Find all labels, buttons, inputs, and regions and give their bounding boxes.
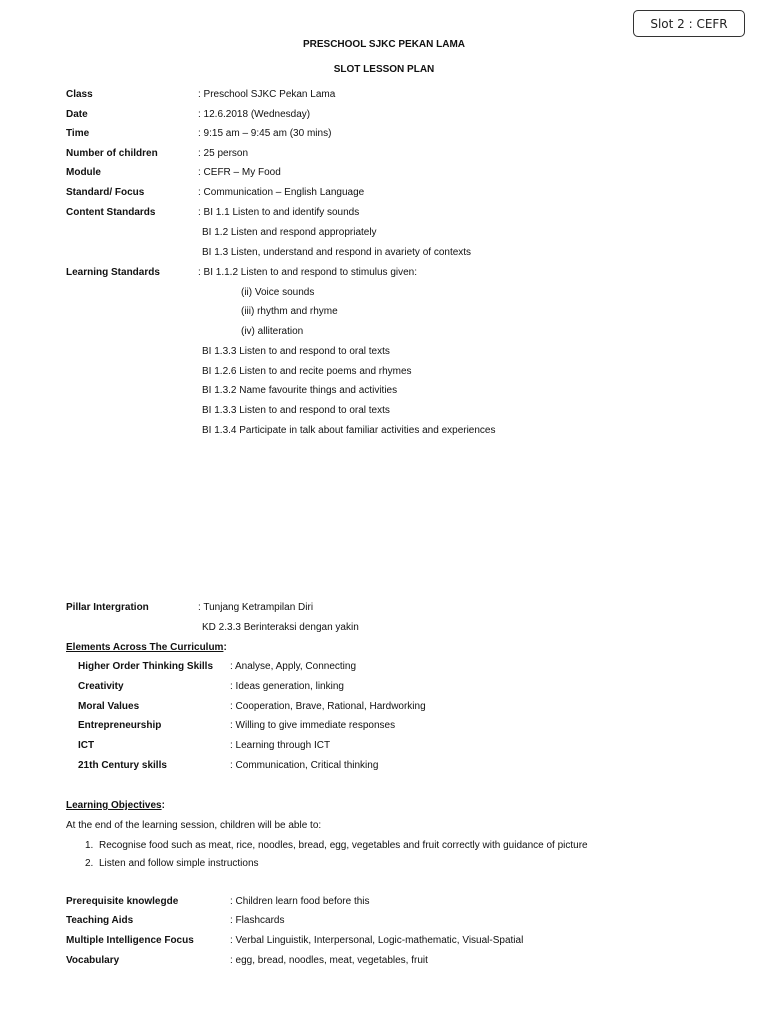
detail-label-module: Module	[66, 167, 101, 178]
detail-value-date: : 12.6.2018 (Wednesday)	[198, 109, 311, 120]
element-value-ict: : Learning through ICT	[230, 740, 331, 751]
pillar-value-2: KD 2.3.3 Berinteraksi dengan yakin	[202, 622, 359, 633]
extra-label-prerequisite: Prerequisite knowlegde	[66, 896, 179, 907]
learning-standard-sub: (iv) alliteration	[241, 326, 304, 337]
extra-value-vocabulary: : egg, bread, noodles, meat, vegetables, fruit	[230, 955, 428, 966]
detail-label-time: Time	[66, 128, 90, 139]
learning-standard-sub: (ii) Voice sounds	[241, 287, 315, 298]
content-standard-item: BI 1.2 Listen and respond appropriately	[202, 227, 377, 238]
objectives-intro: At the end of the learning session, children will be able to:	[66, 820, 322, 831]
extra-value-mi-focus: : Verbal Linguistik, Interpersonal, Logic-mathematic, Visual-Spatial	[230, 935, 524, 946]
extra-label-mi-focus: Multiple Intelligence Focus	[66, 935, 194, 946]
element-value-entrepreneurship: : Willing to give immediate responses	[230, 720, 396, 731]
elements-heading-text: Elements Across The Curriculum	[66, 642, 224, 653]
detail-label-children: Number of children	[66, 148, 158, 159]
detail-label-standard: Standard/ Focus	[66, 187, 145, 198]
learning-standard-sub: (iii) rhythm and rhyme	[241, 306, 338, 317]
objective-text: Recognise food such as meat, rice, noodles, bread, egg, vegetables and fruit correctly with guidance of picture	[99, 840, 588, 851]
plan-title: SLOT LESSON PLAN	[333, 64, 435, 75]
elements-heading-colon: :	[223, 642, 227, 653]
slot-label: Slot 2 : CEFR	[650, 16, 728, 31]
element-label-hots: Higher Order Thinking Skills	[78, 661, 214, 672]
objective-number: 1.	[85, 840, 94, 851]
detail-value-time: : 9:15 am – 9:45 am (30 mins)	[198, 128, 332, 139]
learning-standard-item: BI 1.2.6 Listen to and recite poems and rhymes	[202, 366, 412, 377]
pillar-label: Pillar Intergration	[66, 602, 149, 613]
extra-value-teaching-aids: : Flashcards	[230, 915, 285, 926]
element-label-moral: Moral Values	[78, 701, 140, 712]
element-label-21c: 21th Century skills	[78, 760, 167, 771]
learning-standard-first: : BI 1.1.2 Listen to and respond to stimulus given:	[198, 267, 418, 278]
slot-label-box	[633, 10, 745, 37]
pillar-value: : Tunjang Ketrampilan Diri	[198, 602, 314, 613]
detail-value-standard: : Communication – English Language	[198, 187, 365, 198]
learning-standards-label: Learning Standards	[66, 267, 160, 278]
learning-standard-item: BI 1.3.3 Listen to and respond to oral texts	[202, 405, 390, 416]
extra-value-prerequisite: : Children learn food before this	[230, 896, 370, 907]
content-standard-item: BI 1.3 Listen, understand and respond in avariety of contexts	[202, 247, 472, 258]
objective-text: Listen and follow simple instructions	[99, 858, 259, 869]
extra-label-vocabulary: Vocabulary	[66, 955, 120, 966]
learning-standard-item: BI 1.3.4 Participate in talk about familiar activities and experiences	[202, 425, 496, 436]
objectives-heading	[66, 800, 165, 812]
learning-standard-item: BI 1.3.2 Name favourite things and activities	[202, 385, 398, 396]
school-title: PRESCHOOL SJKC PEKAN LAMA	[302, 39, 466, 50]
element-label-creativity: Creativity	[78, 681, 124, 692]
extra-label-teaching-aids: Teaching Aids	[66, 915, 134, 926]
objectives-heading-colon: :	[161, 800, 165, 811]
objective-number: 2.	[85, 858, 94, 869]
detail-value-module: : CEFR – My Food	[198, 167, 281, 178]
element-value-21c: : Communication, Critical thinking	[230, 760, 379, 771]
element-label-entrepreneurship: Entrepreneurship	[78, 720, 162, 731]
detail-label-class: Class	[66, 89, 93, 100]
detail-value-content-standards: : BI 1.1 Listen to and identify sounds	[198, 207, 360, 218]
detail-value-children: : 25 person	[198, 148, 249, 159]
learning-standard-item: BI 1.3.3 Listen to and respond to oral texts	[202, 346, 390, 357]
detail-value-class: : Preschool SJKC Pekan Lama	[198, 89, 336, 100]
objectives-heading-text: Learning Objectives	[66, 800, 162, 811]
element-value-moral: : Cooperation, Brave, Rational, Hardworking	[230, 701, 426, 712]
elements-heading	[66, 642, 227, 654]
detail-label-content-standards: Content Standards	[66, 207, 156, 218]
element-value-hots: : Analyse, Apply, Connecting	[230, 661, 357, 672]
element-label-ict: ICT	[78, 740, 95, 751]
element-value-creativity: : Ideas generation, linking	[230, 681, 344, 692]
detail-label-date: Date	[66, 109, 88, 120]
